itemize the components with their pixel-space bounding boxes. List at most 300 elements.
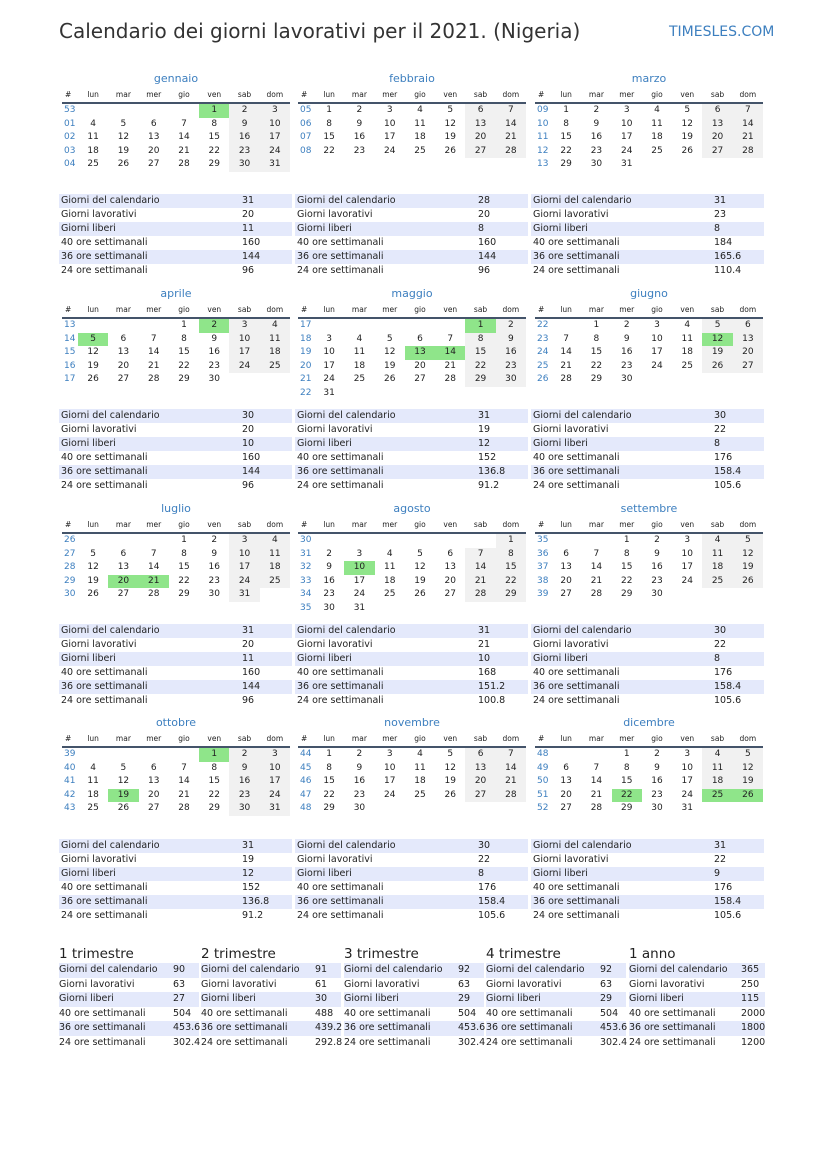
- day-cell: 16: [229, 131, 259, 145]
- day-cell: 17: [323, 360, 335, 371]
- week-row: [298, 145, 526, 159]
- day-cell: 5: [684, 105, 691, 115]
- day-cell: 3: [260, 104, 290, 118]
- weekday-label: gio: [651, 520, 663, 529]
- stat-row: [201, 1007, 341, 1022]
- weekday-label: mer: [619, 734, 635, 743]
- day-cell: 30: [229, 158, 259, 172]
- stat-value: 22: [714, 424, 727, 435]
- stat-label: 36 ore settimanali: [533, 681, 620, 692]
- week-row: [535, 346, 763, 360]
- week-number: 30: [64, 589, 76, 599]
- week-number: 45: [300, 762, 312, 773]
- month-stats-aprile: [59, 409, 292, 493]
- stat-label: Giorni del calendario: [61, 840, 160, 851]
- week-number: 31: [300, 548, 312, 559]
- stat-row: [59, 694, 292, 708]
- day-cell: 7: [496, 104, 526, 118]
- day-cell: 18: [681, 347, 693, 357]
- weekday-label: mer: [382, 734, 398, 743]
- week-row: [298, 775, 526, 789]
- stat-row: [295, 694, 528, 708]
- week-number: 35: [537, 535, 549, 545]
- stat-row: [59, 853, 292, 867]
- stat-value: 12: [478, 438, 491, 449]
- stat-label: Giorni liberi: [344, 993, 399, 1004]
- stat-label: Giorni liberi: [297, 653, 352, 664]
- month-stats-marzo: [531, 194, 764, 278]
- week-row: [298, 373, 526, 387]
- stat-value: 8: [714, 438, 721, 449]
- day-cell: 1: [563, 105, 569, 115]
- stat-value: 31: [478, 625, 491, 636]
- day-cell: 29: [178, 589, 190, 599]
- weekday-label: sab: [473, 734, 488, 743]
- stat-row: [295, 451, 528, 465]
- day-cell: 10: [260, 762, 290, 776]
- stat-row: [295, 208, 528, 222]
- weekday-header: [62, 303, 290, 319]
- day-cell: 1: [181, 535, 187, 545]
- day-cell: [465, 802, 495, 816]
- stat-row: [531, 250, 764, 264]
- week-row: [62, 158, 290, 172]
- day-cell: 9: [496, 333, 526, 347]
- month-name: dicembre: [623, 716, 675, 729]
- day-cell: 9: [229, 118, 259, 132]
- day-cell: 6: [447, 548, 454, 559]
- day-cell: [551, 748, 581, 762]
- stat-row: [59, 194, 292, 208]
- day-cell: 3: [386, 749, 393, 759]
- stat-label: Giorni liberi: [59, 993, 114, 1004]
- day-cell: 7: [465, 548, 495, 562]
- weekday-label: mar: [115, 90, 131, 99]
- weekday-header: [62, 732, 290, 748]
- week-row: [535, 561, 763, 575]
- holiday-cell: 21: [139, 575, 169, 589]
- stat-value: 96: [242, 480, 255, 491]
- day-cell: 25: [383, 589, 396, 599]
- day-cell: 6: [417, 333, 423, 344]
- stat-row: [201, 1021, 341, 1036]
- day-cell: [496, 602, 526, 616]
- day-cell: 7: [181, 118, 187, 129]
- stat-row: [531, 694, 764, 708]
- month-calendar-novembre: [298, 716, 526, 816]
- day-cell: 8: [211, 118, 218, 129]
- week-number: 17: [300, 320, 312, 330]
- day-cell: 9: [229, 762, 259, 776]
- day-cell: 28: [178, 803, 190, 813]
- week-row: [62, 748, 290, 762]
- stat-value: 29: [600, 993, 613, 1004]
- stat-value: 176: [714, 667, 733, 678]
- week-row: [298, 789, 526, 803]
- week-number: 26: [537, 374, 549, 384]
- day-cell: 20: [147, 145, 160, 156]
- stat-row: [201, 978, 341, 993]
- day-cell: 16: [620, 347, 633, 357]
- stat-row: [531, 264, 764, 278]
- day-cell: 17: [383, 132, 396, 142]
- stat-row: [344, 1007, 484, 1022]
- week-number: 20: [300, 360, 312, 371]
- day-cell: 18: [260, 561, 290, 575]
- day-cell: 8: [496, 548, 526, 562]
- day-cell: 5: [417, 548, 423, 559]
- month-stats-ottobre: [59, 839, 292, 923]
- day-cell: 22: [208, 145, 220, 156]
- stat-row: [59, 666, 292, 680]
- stat-label: Giorni lavorativi: [629, 978, 705, 990]
- day-cell: 5: [120, 118, 127, 129]
- stat-value: 136.8: [242, 896, 270, 907]
- week-row: [298, 534, 526, 548]
- day-cell: 6: [150, 762, 157, 773]
- day-cell: 11: [414, 118, 426, 129]
- stat-label: 36 ore settimanali: [61, 251, 148, 262]
- day-cell: 15: [208, 132, 220, 142]
- day-cell: 12: [117, 132, 130, 142]
- stat-label: Giorni del calendario: [201, 964, 300, 975]
- day-cell: 7: [733, 104, 763, 118]
- day-cell: 15: [323, 132, 335, 142]
- day-cell: 4: [90, 118, 96, 129]
- day-cell: 12: [414, 562, 426, 572]
- day-cell: 29: [208, 803, 220, 813]
- day-cell: 21: [590, 789, 603, 800]
- week-number: 23: [537, 333, 549, 344]
- stat-row: [531, 194, 764, 208]
- day-cell: 8: [593, 333, 600, 344]
- day-cell: 30: [229, 802, 259, 816]
- stat-label: 40 ore settimanali: [61, 452, 148, 463]
- day-cell: 10: [383, 118, 396, 129]
- day-cell: 11: [260, 333, 290, 347]
- day-cell: 15: [620, 562, 633, 572]
- stat-value: 9: [714, 868, 721, 879]
- stat-label: Giorni del calendario: [297, 410, 396, 421]
- day-cell: 21: [733, 131, 763, 145]
- stat-value: 105.6: [714, 480, 742, 491]
- stat-row: [59, 638, 292, 652]
- day-cell: 26: [117, 803, 130, 813]
- stat-label: 40 ore settimanali: [201, 1007, 288, 1019]
- holiday-cell: 25: [702, 789, 732, 803]
- weekday-label: mar: [351, 734, 367, 743]
- day-cell: 4: [684, 320, 691, 330]
- stat-row: [59, 1021, 199, 1036]
- stat-row: [531, 624, 764, 638]
- week-number: 37: [537, 562, 549, 572]
- day-cell: 26: [681, 145, 693, 156]
- day-cell: [581, 534, 611, 548]
- week-number: 29: [64, 575, 76, 586]
- day-cell: 22: [323, 789, 335, 800]
- stat-value: 31: [714, 840, 727, 851]
- week-number: 53: [64, 105, 76, 115]
- week-number: 30: [300, 535, 312, 545]
- day-cell: [435, 602, 465, 616]
- weekday-label: dom: [502, 90, 520, 99]
- day-cell: 8: [211, 762, 218, 773]
- day-cell: 30: [651, 803, 663, 813]
- stat-row: [295, 881, 528, 895]
- day-cell: 5: [702, 319, 732, 333]
- month-stats-gennaio: [59, 194, 292, 278]
- stat-value: 365: [741, 964, 760, 975]
- week-number: 01: [64, 118, 76, 129]
- day-cell: 25: [87, 803, 99, 813]
- day-cell: 31: [260, 802, 290, 816]
- day-cell: [405, 602, 435, 616]
- day-cell: [139, 534, 169, 548]
- week-row: [535, 373, 763, 387]
- day-cell: 18: [702, 561, 732, 575]
- brand-link[interactable]: TIMESLES.COM: [669, 24, 775, 40]
- day-cell: 22: [620, 575, 633, 586]
- stat-label: 36 ore settimanali: [201, 1022, 288, 1033]
- holiday-cell: 2: [199, 319, 229, 333]
- day-cell: 26: [87, 589, 99, 599]
- day-cell: 14: [147, 347, 160, 357]
- month-calendar-dicembre: [535, 716, 763, 816]
- holiday-cell: 5: [78, 333, 108, 347]
- day-cell: 20: [733, 346, 763, 360]
- day-cell: 17: [620, 132, 633, 142]
- weekday-label: mar: [351, 305, 367, 314]
- stat-value: 63: [458, 978, 471, 990]
- day-cell: 1: [181, 320, 187, 330]
- day-cell: 23: [651, 575, 663, 586]
- month-stats-giugno: [531, 409, 764, 493]
- weekday-label: gio: [651, 90, 663, 99]
- stat-label: 24 ore settimanali: [297, 910, 384, 921]
- day-cell: 19: [733, 561, 763, 575]
- day-cell: 18: [353, 360, 366, 371]
- holiday-cell: 22: [612, 789, 642, 803]
- stat-label: 40 ore settimanali: [297, 452, 384, 463]
- stat-value: 439.2: [315, 1022, 343, 1033]
- stat-label: Giorni lavorativi: [59, 978, 135, 990]
- day-cell: 22: [465, 360, 495, 374]
- day-cell: 15: [496, 561, 526, 575]
- week-row: [535, 534, 763, 548]
- stat-row: [295, 666, 528, 680]
- stat-value: 91.2: [478, 480, 500, 491]
- day-cell: 24: [260, 145, 290, 159]
- day-cell: 15: [178, 347, 190, 357]
- day-cell: 21: [178, 789, 190, 800]
- day-cell: 5: [120, 762, 127, 773]
- stat-label: Giorni del calendario: [297, 195, 396, 206]
- weekday-label: gio: [414, 90, 426, 99]
- stat-value: 10: [478, 653, 491, 664]
- day-cell: 15: [323, 776, 335, 786]
- day-cell: 27: [733, 360, 763, 374]
- weekday-label: lun: [87, 734, 99, 743]
- day-cell: 1: [326, 749, 332, 759]
- day-cell: 8: [326, 762, 332, 773]
- day-cell: [375, 387, 405, 401]
- day-cell: 6: [702, 104, 732, 118]
- stat-label: Giorni liberi: [486, 993, 541, 1004]
- week-row: [298, 319, 526, 333]
- day-cell: 10: [229, 333, 259, 347]
- stat-row: [59, 409, 292, 423]
- stat-value: 30: [478, 840, 491, 851]
- stat-value: 11: [242, 223, 255, 234]
- month-calendar-settembre: [535, 502, 763, 602]
- day-cell: 15: [465, 346, 495, 360]
- day-cell: 4: [356, 333, 363, 344]
- holiday-cell: 12: [702, 333, 732, 347]
- day-cell: 13: [560, 562, 572, 572]
- stat-row: [59, 222, 292, 236]
- day-cell: 31: [681, 803, 693, 813]
- stat-label: Giorni lavorativi: [533, 639, 609, 650]
- day-cell: [465, 534, 495, 548]
- weekday-header: [298, 303, 526, 319]
- day-cell: 16: [208, 347, 220, 357]
- day-cell: 27: [465, 145, 495, 159]
- stat-label: 24 ore settimanali: [629, 1036, 716, 1048]
- stat-value: 165.6: [714, 251, 742, 262]
- stat-value: 302.4: [600, 1036, 628, 1048]
- week-row: [62, 588, 290, 602]
- day-cell: 7: [563, 333, 569, 344]
- weekday-label: mar: [351, 90, 367, 99]
- stat-row: [531, 208, 764, 222]
- day-cell: 30: [651, 589, 663, 599]
- stat-row: [59, 881, 292, 895]
- weekday-label: gio: [414, 520, 426, 529]
- day-cell: 27: [560, 803, 572, 813]
- day-cell: 24: [260, 789, 290, 803]
- day-cell: 23: [323, 589, 335, 599]
- weekday-label: sab: [710, 305, 725, 314]
- quarter-title: 3 trimestre: [344, 946, 419, 962]
- stat-value: 96: [242, 265, 255, 276]
- week-row: [62, 131, 290, 145]
- week-row: [535, 802, 763, 816]
- day-cell: 2: [229, 104, 259, 118]
- day-cell: 6: [465, 748, 495, 762]
- day-cell: [435, 387, 465, 401]
- weekday-header: [298, 518, 526, 534]
- stat-row: [486, 978, 626, 993]
- day-cell: 4: [260, 319, 290, 333]
- day-cell: 20: [414, 360, 426, 371]
- stat-label: 24 ore settimanali: [486, 1036, 573, 1048]
- quarter-title: 4 trimestre: [486, 946, 561, 962]
- week-number: 17: [64, 374, 76, 384]
- day-cell: 3: [229, 319, 259, 333]
- stat-row: [629, 1021, 765, 1036]
- stat-value: 20: [242, 424, 255, 435]
- weekday-label: gio: [414, 734, 426, 743]
- stat-value: 96: [478, 265, 491, 276]
- stat-label: 24 ore settimanali: [61, 910, 148, 921]
- day-cell: [435, 319, 465, 333]
- week-row: [535, 333, 763, 347]
- day-cell: 19: [444, 776, 456, 786]
- stat-label: 36 ore settimanali: [297, 466, 384, 477]
- stat-value: 12: [242, 868, 255, 879]
- stat-row: [201, 963, 341, 978]
- weekday-label: mer: [619, 90, 635, 99]
- week-number: 04: [64, 159, 76, 169]
- day-cell: [78, 534, 108, 548]
- day-cell: 3: [356, 548, 363, 559]
- day-cell: 16: [323, 575, 335, 586]
- day-cell: [344, 534, 374, 548]
- weekday-label: lun: [560, 520, 572, 529]
- day-cell: 18: [383, 575, 396, 586]
- month-stats-dicembre: [531, 839, 764, 923]
- weekday-label: dom: [502, 520, 520, 529]
- day-cell: 23: [620, 360, 633, 371]
- day-cell: 1: [326, 105, 332, 115]
- stat-label: 36 ore settimanali: [533, 251, 620, 262]
- week-row: [535, 104, 763, 118]
- stat-label: Giorni lavorativi: [533, 424, 609, 435]
- stat-row: [295, 867, 528, 881]
- day-cell: 13: [702, 118, 732, 132]
- day-cell: 3: [260, 748, 290, 762]
- stat-label: 36 ore settimanali: [533, 896, 620, 907]
- stat-value: 144: [242, 466, 261, 477]
- month-stats-agosto: [295, 624, 528, 708]
- week-row: [62, 319, 290, 333]
- stat-label: Giorni lavorativi: [61, 424, 137, 435]
- stat-value: 504: [600, 1007, 619, 1019]
- day-cell: 31: [353, 602, 366, 613]
- day-cell: 7: [447, 333, 454, 344]
- stat-label: 36 ore settimanali: [344, 1022, 431, 1033]
- day-cell: 19: [733, 775, 763, 789]
- week-number: 15: [64, 347, 76, 357]
- stat-row: [531, 437, 764, 451]
- quarter-summary: [201, 945, 341, 1050]
- stat-row: [531, 839, 764, 853]
- month-stats-luglio: [59, 624, 292, 708]
- stat-label: 24 ore settimanali: [533, 265, 620, 276]
- day-cell: 24: [229, 575, 259, 589]
- week-row: [62, 360, 290, 374]
- weekday-label: mer: [146, 305, 162, 314]
- day-cell: 14: [560, 347, 572, 357]
- day-cell: 15: [620, 776, 633, 786]
- day-cell: [260, 373, 290, 387]
- weekday-label: gio: [178, 305, 190, 314]
- stat-label: Giorni liberi: [533, 223, 588, 234]
- day-cell: 19: [87, 360, 99, 371]
- week-row: [62, 333, 290, 347]
- day-cell: [169, 748, 199, 762]
- stat-row: [531, 423, 764, 437]
- stat-label: 24 ore settimanali: [533, 480, 620, 491]
- weekday-label: mar: [588, 90, 604, 99]
- day-cell: 29: [620, 589, 633, 599]
- day-cell: 28: [178, 159, 190, 169]
- day-cell: 13: [147, 132, 160, 142]
- day-cell: [375, 534, 405, 548]
- month-calendar-luglio: [62, 502, 290, 602]
- day-cell: 24: [383, 789, 396, 800]
- day-cell: 17: [681, 776, 693, 786]
